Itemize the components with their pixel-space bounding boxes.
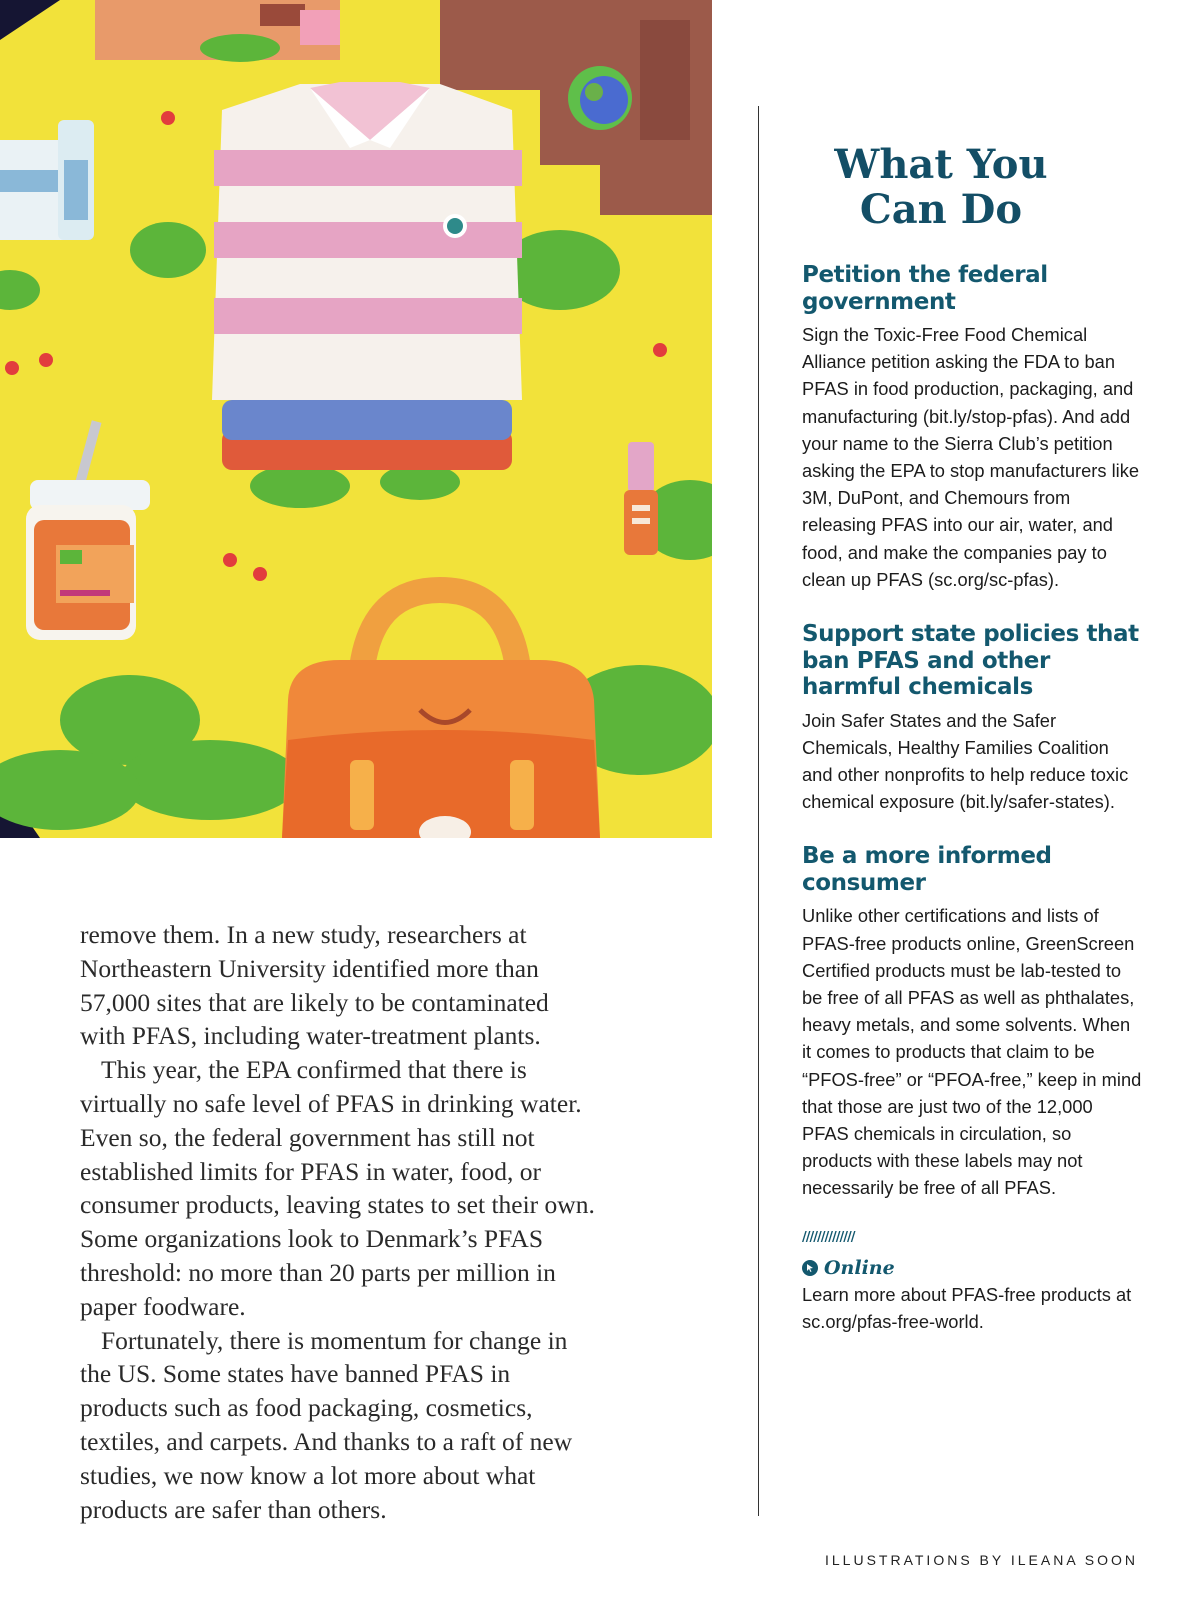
- article-paragraph: Fortunately, there is momentum for change in the US. Some states have banned PFAS in products such as food packaging, cosmetics, textiles, and carpets. And thanks to a raft of new studies, we now know a lot more about what products are safer than others.: [80, 1325, 573, 1524]
- lip-gloss-icon: [624, 442, 658, 555]
- sidebar: [802, 142, 1142, 1335]
- striped-shirt-icon: [212, 82, 522, 470]
- cursor-icon: [802, 1260, 818, 1276]
- section-heading: Be a more informed consumer: [802, 843, 1052, 896]
- online-label: Online: [824, 1256, 895, 1279]
- column-divider: [758, 106, 759, 1516]
- planet-icon: [568, 66, 632, 130]
- section-heading: Petition the federal government: [802, 262, 1048, 315]
- sidebar-title: What You Can Do: [834, 141, 1048, 233]
- article-body: [80, 918, 600, 1526]
- article-paragraph: remove them. In a new study, researchers at Northeastern University identified more than 57,000 sites that are likely to be contaminated with PFAS, including water-treatment plants.: [80, 920, 549, 1051]
- online-text: Learn more about PFAS-free products at sc.org/pfas-free-world.: [802, 1283, 1132, 1332]
- section-text: Unlike other certifications and lists of PFAS-free products online, GreenScreen Certified products must be lab-tested to be free of all PFAS as well as phthalates, heavy metals, and some solvents. When it comes to products that claim to be “PFOS-free” or “PFOA-free,” keep in mind that those are just two of the 12,000 PFAS chemicals in circulation, so products with these labels may not necessarily be free of all PFAS.: [802, 905, 1142, 1199]
- illustration-credit: ILLUSTRATIONS BY ILEANA SOON: [825, 1552, 1138, 1568]
- section-heading: Support state policies that ban PFAS and other harmful chemicals: [802, 621, 1139, 701]
- illustration: [0, 0, 712, 838]
- slash-divider: //////////////: [802, 1229, 855, 1245]
- section-text: Sign the Toxic-Free Food Chemical Alliance petition asking the FDA to ban PFAS in food production, packaging, and manufacturing (bit.ly/stop-pfas). And add your name to the Sierra Club’s petition asking the EPA to stop manufacturers like 3M, DuPont, and Chemours from releasing PFAS into our air, water, and food, and make the companies pay to clean up PFAS (sc.org/sc-pfas).: [802, 324, 1140, 590]
- online-heading: [802, 1257, 1142, 1279]
- section-text: Join Safer States and the Safer Chemicals, Healthy Families Coalition and other nonprofits to help reduce toxic chemical exposure (bit.ly/safer-states).: [802, 709, 1129, 813]
- article-paragraph: This year, the EPA confirmed that there is virtually no safe level of PFAS in drinking water. Even so, the federal government has still not established limits for PFAS in water, food, or consumer products, leaving states to set their own. Some organizations look to Denmark’s PFAS threshold: no more than 20 parts per million in paper foodware.: [80, 1055, 595, 1321]
